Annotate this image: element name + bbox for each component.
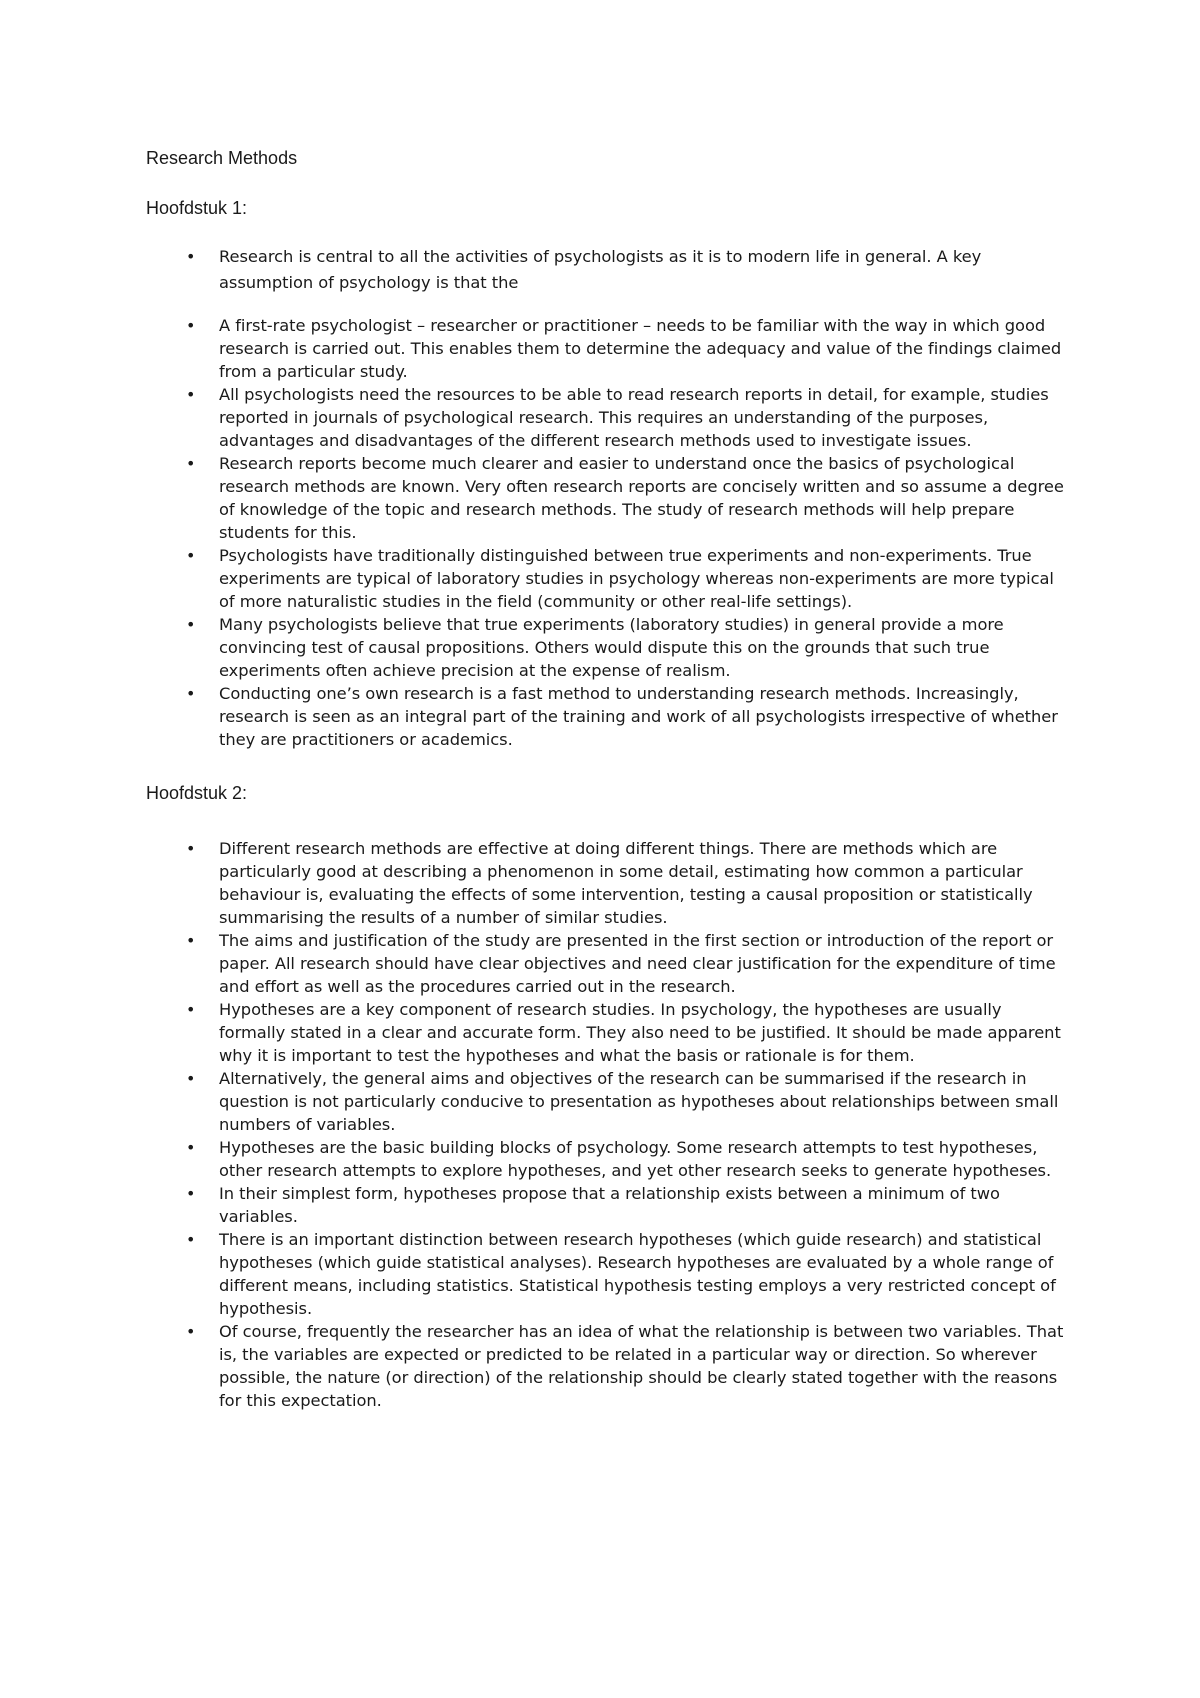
list-item (146, 314, 1066, 383)
bullet-icon: • (186, 454, 196, 473)
chapter-2-heading: Hoofdstuk 2: (146, 783, 248, 803)
bullet-icon: • (186, 247, 196, 266)
document-page (146, 144, 1066, 1412)
list-item (146, 452, 1066, 544)
list-item-text: Research reports become much clearer and easier to understand once the basics of psychological research methods are known. Very often research reports are concisely written and so assume a degree of knowledge of the topic and research methods. The study of research methods will help prepare students for this. (219, 454, 1064, 542)
list-item-text: Conducting one’s own research is a fast method to understanding research methods. Increasingly, research is seen as an integral part of the training and work of all psychologists irrespective of whether they are practitioners or academics. (219, 684, 1058, 749)
bullet-icon: • (186, 931, 196, 950)
list-item-text: Psychologists have traditionally distinguished between true experiments and non-experiments. True experiments are typical of laboratory studies in psychology whereas non-experiments are more typical of more naturalistic studies in the field (community or other real-life settings). (219, 546, 1054, 611)
list-item-text: Many psychologists believe that true experiments (laboratory studies) in general provide a more convincing test of causal propositions. Others would dispute this on the grounds that such true experiments often achieve precision at the expense of realism. (219, 615, 1004, 680)
bullet-icon: • (186, 839, 196, 858)
list-item (146, 929, 1066, 998)
bullet-icon: • (186, 1138, 196, 1157)
bullet-icon: • (186, 1184, 196, 1203)
list-item (146, 1182, 1066, 1228)
list-item (146, 998, 1066, 1067)
bullet-icon: • (186, 684, 196, 703)
list-item-text: A first-rate psychologist – researcher or practitioner – needs to be familiar with the way in which good research is carried out. This enables them to determine the adequacy and value of the findings claimed from a particular study. (219, 316, 1062, 381)
list-item-text: All psychologists need the resources to be able to read research reports in detail, for example, studies reported in journals of psychological research. This requires an understanding of the purposes, advantages and disadvantages of the different research methods used to investigate issues. (219, 385, 1049, 450)
list-item (146, 1228, 1066, 1320)
list-item (146, 837, 1066, 929)
list-item-text: Alternatively, the general aims and objectives of the research can be summarised if the research in question is not particularly conducive to presentation as hypotheses about relationships between small numbers of variables. (219, 1069, 1059, 1134)
list-item (146, 1320, 1066, 1412)
list-item-text: In their simplest form, hypotheses propose that a relationship exists between a minimum of two variables. (219, 1184, 1000, 1226)
list-item (146, 613, 1066, 682)
chapter-1-heading: Hoofdstuk 1: (146, 198, 248, 218)
bullet-icon: • (186, 1230, 196, 1249)
bullet-icon: • (186, 316, 196, 335)
list-item-text: Research is central to all the activities of psychologists as it is to modern life in general. A key assumption of psychology is that the (219, 247, 982, 292)
bullet-icon: • (186, 615, 196, 634)
list-item (146, 682, 1066, 751)
list-item-text: Of course, frequently the researcher has an idea of what the relationship is between two variables. That is, the variables are expected or predicted to be related in a particular way or direction. So wherever possible, the nature (or direction) of the relationship should be clearly stated together with the reasons for this expectation. (219, 1322, 1064, 1410)
list-item-text: Different research methods are effective at doing different things. There are methods which are particularly good at describing a phenomenon in some detail, estimating how common a particular behaviour is, evaluating the effects of some intervention, testing a causal proposition or statistically summarising the results of a number of similar studies. (219, 839, 1033, 927)
document-title: Research Methods (146, 148, 298, 168)
bullet-icon: • (186, 1069, 196, 1088)
bullet-icon: • (186, 1322, 196, 1341)
list-item (146, 1136, 1066, 1182)
bullet-icon: • (186, 385, 196, 404)
list-item-text: The aims and justification of the study are presented in the first section or introduction of the report or paper. All research should have clear objectives and need clear justification for the expenditure of time and effort as well as the procedures carried out in the research. (219, 931, 1056, 996)
list-item-text: Hypotheses are the basic building blocks of psychology. Some research attempts to test hypotheses, other research attempts to explore hypotheses, and yet other research seeks to generate hypotheses. (219, 1138, 1052, 1180)
list-item (146, 544, 1066, 613)
chapter-2-bullet-list (146, 837, 1066, 1412)
bullet-icon: • (186, 1000, 196, 1019)
list-item-text: Hypotheses are a key component of research studies. In psychology, the hypotheses are usually formally stated in a clear and accurate form. They also need to be justified. It should be made apparent why it is important to test the hypotheses and what the basis or rationale is for them. (219, 1000, 1061, 1065)
list-item-text: There is an important distinction between research hypotheses (which guide research) and statistical hypotheses (which guide statistical analyses). Research hypotheses are evaluated by a whole range of different means, including statistics. Statistical hypothesis testing employs a very restricted concept of hypothesis. (219, 1230, 1056, 1318)
list-item (146, 383, 1066, 452)
list-item (146, 1067, 1066, 1136)
chapter-1-bullet-list (146, 244, 1066, 751)
list-item (146, 244, 1066, 296)
bullet-icon: • (186, 546, 196, 565)
